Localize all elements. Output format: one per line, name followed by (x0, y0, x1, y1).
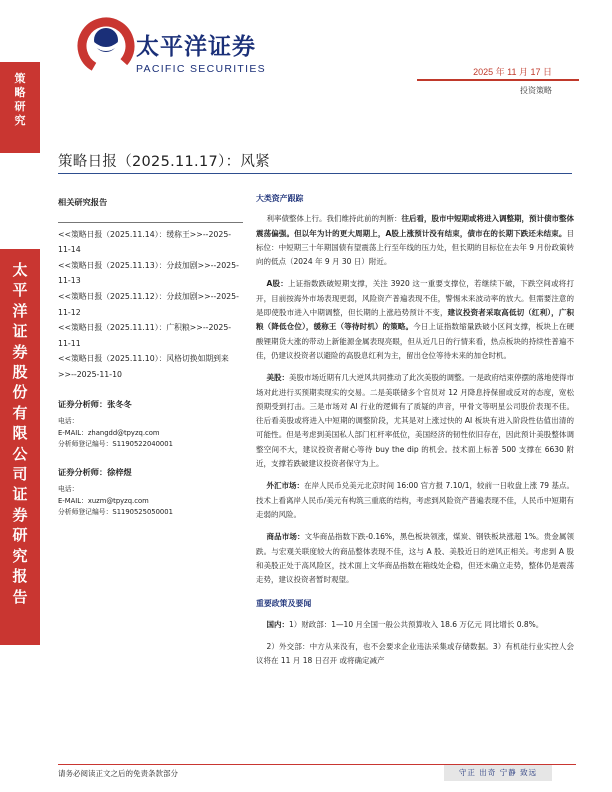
analyst-name: 证券分析师：徐梓煜 (58, 466, 132, 477)
related-report[interactable]: <<策略日报（2025.11.10）：风格切换如期到来>>--2025-11-10 (58, 354, 229, 379)
paragraph-text: 在岸人民币兑美元北京时间 16:00 官方报 7.10/1，较前一日收盘上涨 79 基点。技术上看离岸人民币/美元有构筑三重底的结构，考虑到风险资产普遍表现不佳，人民币中短期有走弱的风险。 (256, 481, 575, 519)
paragraph-commodities (256, 530, 574, 587)
brand-name-cn: 太平洋证券 (136, 34, 256, 60)
paragraph-text: 文华商品指数下跌-0.16%，黑色板块领涨，煤炭、钢铁板块涨超 1%。贵金属领跌。与宏观关联度较大的商品整体表现不佳，这与 A 股、美股近日的逆风正相关。考虑到 A 股和美股正处于高风险区，技术面上文华商品指数在箱线处企稳，但还未确立走势，整体仍是震荡走势，建议投资者暂时观望。 (256, 532, 575, 585)
paragraph-text: 目标位：中短期三十年期国债有望震荡上行至年线的压力处，但长期的目标位在去年 9 月份政策转向的低点（2024 年 9 月 30 日）附近。 (256, 228, 574, 267)
paragraph-domestic (256, 618, 574, 632)
sidebar-char: 告 (12, 587, 28, 606)
paragraph-fx (256, 479, 574, 522)
analyst-cert: 分析师登记编号：S1190522040001 (58, 440, 173, 449)
sidebar-char: 平 (12, 281, 28, 300)
sidebar-char: 策 (14, 72, 26, 85)
sidebar-char: 洋 (12, 301, 28, 320)
sidebar-char: 究 (14, 114, 26, 127)
related-report[interactable]: <<策略日报（2025.11.13）：分歧加剧>>--2025-11-13 (58, 260, 239, 286)
paragraph-label: A股： (266, 279, 288, 289)
analyst-phone: 电话： (58, 485, 79, 494)
sidebar-char: 有 (12, 403, 28, 422)
paragraph-a-share (256, 277, 574, 363)
sidebar-char: 份 (12, 383, 28, 402)
sidebar-char: 公 (12, 444, 28, 463)
sidebar-char: 股 (12, 363, 28, 382)
analyst-email[interactable]: E-MAIL：zhangdd@tpyzq.com (58, 428, 160, 437)
paragraph-rates (256, 212, 574, 269)
company-logo-icon (74, 10, 138, 74)
analyst-name: 证券分析师：张冬冬 (58, 398, 132, 409)
paragraph-label: 国内： (266, 619, 289, 629)
sidebar-char: 报 (12, 567, 28, 586)
sidebar-char: 略 (14, 86, 26, 99)
brand-block (136, 34, 266, 75)
related-report[interactable]: <<策略日报（2025.11.11）：广积粮>>--2025-11-11 (58, 323, 232, 348)
report-category: 投资策略 (520, 86, 552, 95)
section-heading: 重要政策及要闻 (256, 599, 312, 609)
related-heading: 相关研究报告 (58, 197, 108, 207)
main-column (256, 192, 574, 677)
title-divider (58, 173, 572, 174)
analyst-email[interactable]: E-MAIL：xuzm@tpyzq.com (58, 496, 149, 505)
paragraph-text: 1）财政部：1—10 月全国一般公共预算收入 18.6 万亿元 同比增长 0.8%。 (289, 619, 544, 629)
sidebar-company-tag (0, 249, 40, 645)
paragraph-label: 外汇市场： (266, 481, 305, 491)
paragraph-text: 今日上证指数缩量跌破小区间支撑，板块上在硬酸锂期货大涨的带动上新能源金属表现亮眼，但从近几日的行情来看，热点板块的持续性普遍不佳，仍建议投资者以避险的高股息红利为主，留出仓位等待未来的加仓时机。 (256, 322, 575, 360)
related-divider (58, 222, 243, 223)
sidebar-char: 究 (12, 546, 28, 565)
sidebar-char: 限 (12, 424, 28, 443)
sidebar-char: 证 (12, 322, 28, 341)
section-heading: 大类资产跟踪 (256, 194, 304, 203)
sidebar-char: 司 (12, 465, 28, 484)
sidebar-category-tag (0, 62, 40, 153)
related-report[interactable]: <<策略日报（2025.11.12）：分歧加剧>>--2025-11-12 (58, 291, 239, 317)
report-title: 策略日报（2025.11.17）：风紧 (58, 154, 270, 170)
analyst-cert: 分析师登记编号：S1190525050001 (58, 508, 173, 517)
sidebar-char: 太 (12, 261, 28, 279)
sidebar-char: 券 (12, 342, 28, 361)
paragraph-text: 美股市场近期有几大逆风共同推动了此次美股的调整。一是政府结束停摆的落地使得市场对此进行买预期卖现实的交易。二是美联储多个官员对 12 月降息持保留或反对的态度，宽松预期受到打击。三是市场对 AI 行业的逻辑有了质疑的声音，甲骨文等明星公司股价表现不佳。往后看美股或将进入中短期的调整阶段，尤其是对上涨过快的 AI 板块有进入阶段性估值出清的可能性。但是考虑到美国私人部门杠杆率低位，美国经济的韧性依旧存在，因此预计美股整体调整空间不大，建议投资者耐心等待 buy the dip 的机会。技术面上标普 500 支撑在 6630 附近，支撑若跌破建议投资者保守为上。 (256, 373, 574, 469)
footer-disclaimer: 请务必阅读正文之后的免责条款部分 (58, 769, 178, 778)
sidebar-char: 证 (12, 485, 28, 504)
paragraph-label: 美股： (266, 373, 289, 383)
paragraph-emphasis: 建议投资者采取高低切（红利），广积粮（降低仓位），缓称王（等待时机）的策略。 (256, 308, 575, 332)
analyst-phone: 电话： (58, 417, 79, 426)
brand-name-en: PACIFIC SECURITIES (136, 63, 266, 75)
paragraph-emphasis: 往后看，股市中短期或将进入调整期，预计债市整体震荡偏强。但以年为计的更大周期上，A股上涨预计没有结束，债市在的长期下跌还未结束。 (256, 214, 574, 238)
report-date: 2025 年 11 月 17 日 (473, 67, 552, 77)
left-column (58, 195, 243, 519)
paragraph-text: 2）外交部：中方从来没有，也不会要求企业违法采集或存储数据。3）有机硅行业实控人会议将在 11 月 18 日召开 或将确定减产 (256, 642, 574, 666)
related-report[interactable]: <<策略日报（2025.11.14）：缓称王>>--2025-11-14 (58, 229, 232, 255)
paragraph-label: 商品市场： (266, 532, 305, 542)
paragraph-text: 利率债整体上行。我们维持此前的判断： (266, 214, 402, 224)
paragraph-text: 上证指数跌破短期支撑，关注 3920 这一重要支撑位，若继续下破，下跌空间或将打开，目前按海外市场表现更弱，风险资产普遍表现不佳，警惕未来波动率的放大。但需要注意的是即使股市进入中期调整，但长期的上涨趋势预计不变， (256, 279, 575, 318)
header-divider (417, 79, 579, 81)
sidebar-char: 研 (12, 526, 28, 545)
sidebar-char: 研 (14, 100, 26, 113)
paragraph-domestic-2 (256, 640, 574, 669)
paragraph-us-stocks (256, 371, 574, 471)
sidebar-char: 券 (12, 505, 28, 524)
footer-motto: 守正 出奇 宁静 致远 (444, 765, 552, 781)
